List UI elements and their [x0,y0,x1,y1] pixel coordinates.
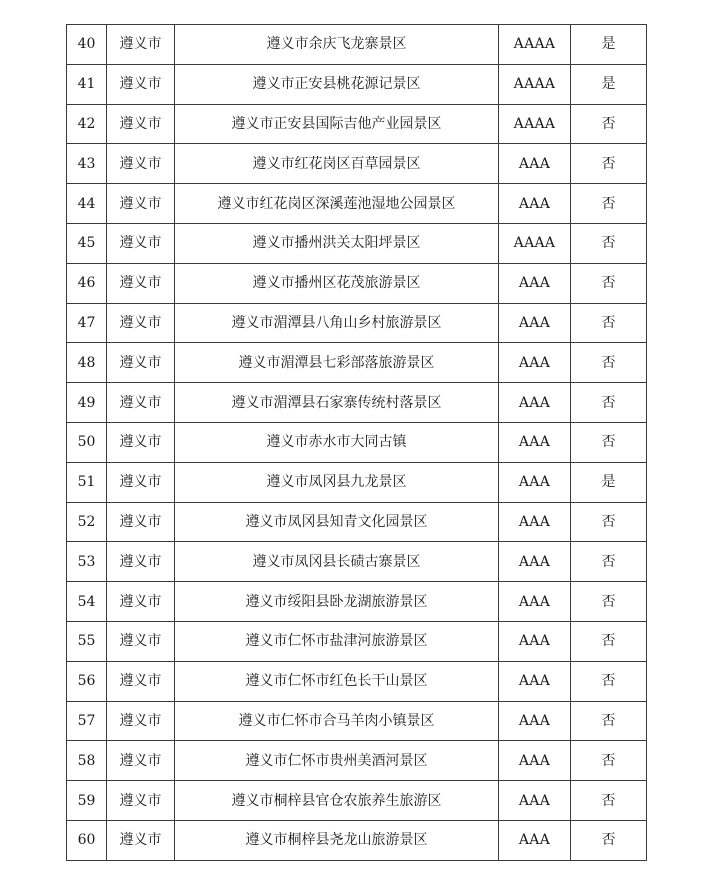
cell-city: 遵义市 [107,820,175,860]
table-body [67,25,647,861]
cell-city: 遵义市 [107,462,175,502]
cell-level: AAAA [499,25,571,65]
scenic-area-table [66,24,647,861]
table-row [67,184,647,224]
cell-scenic-name: 遵义市播州洪关太阳坪景区 [175,223,499,263]
cell-flag: 否 [571,184,647,224]
cell-flag: 否 [571,223,647,263]
table-row [67,104,647,144]
cell-number: 49 [67,383,107,423]
table-row [67,64,647,104]
cell-number: 48 [67,343,107,383]
cell-scenic-name: 遵义市仁怀市红色长干山景区 [175,661,499,701]
cell-scenic-name: 遵义市仁怀市盐津河旅游景区 [175,621,499,661]
cell-number: 53 [67,542,107,582]
cell-flag: 否 [571,343,647,383]
cell-level: AAA [499,701,571,741]
cell-scenic-name: 遵义市红花岗区深溪莲池湿地公园景区 [175,184,499,224]
cell-scenic-name: 遵义市正安县国际吉他产业园景区 [175,104,499,144]
table-row [67,741,647,781]
cell-number: 50 [67,422,107,462]
cell-scenic-name: 遵义市凤冈县知青文化园景区 [175,502,499,542]
table-row [67,263,647,303]
table-row [67,661,647,701]
cell-level: AAA [499,542,571,582]
cell-city: 遵义市 [107,303,175,343]
cell-number: 52 [67,502,107,542]
cell-scenic-name: 遵义市绥阳县卧龙湖旅游景区 [175,582,499,622]
cell-city: 遵义市 [107,582,175,622]
cell-level: AAA [499,820,571,860]
table-row [67,701,647,741]
cell-flag: 否 [571,104,647,144]
table-row [67,144,647,184]
cell-scenic-name: 遵义市凤冈县长碛古寨景区 [175,542,499,582]
cell-scenic-name: 遵义市桐梓县尧龙山旅游景区 [175,820,499,860]
cell-level: AAA [499,343,571,383]
cell-number: 58 [67,741,107,781]
cell-scenic-name: 遵义市正安县桃花源记景区 [175,64,499,104]
table-row [67,223,647,263]
cell-flag: 否 [571,542,647,582]
cell-city: 遵义市 [107,741,175,781]
cell-level: AAA [499,502,571,542]
cell-number: 47 [67,303,107,343]
cell-number: 59 [67,781,107,821]
cell-city: 遵义市 [107,343,175,383]
cell-level: AAA [499,582,571,622]
document-page [66,24,646,861]
cell-number: 54 [67,582,107,622]
cell-number: 51 [67,462,107,502]
cell-scenic-name: 遵义市播州区花茂旅游景区 [175,263,499,303]
table-row [67,621,647,661]
cell-level: AAA [499,741,571,781]
table-row [67,343,647,383]
cell-scenic-name: 遵义市赤水市大同古镇 [175,422,499,462]
cell-city: 遵义市 [107,144,175,184]
cell-number: 41 [67,64,107,104]
cell-number: 57 [67,701,107,741]
cell-city: 遵义市 [107,542,175,582]
table-row [67,462,647,502]
table-row [67,383,647,423]
cell-level: AAA [499,383,571,423]
cell-flag: 是 [571,25,647,65]
cell-scenic-name: 遵义市桐梓县官仓农旅养生旅游区 [175,781,499,821]
cell-flag: 否 [571,502,647,542]
cell-level: AAA [499,263,571,303]
cell-level: AAA [499,621,571,661]
cell-flag: 否 [571,820,647,860]
cell-number: 55 [67,621,107,661]
cell-level: AAAA [499,64,571,104]
cell-level: AAA [499,303,571,343]
cell-flag: 否 [571,661,647,701]
table-row [67,582,647,622]
cell-level: AAAA [499,104,571,144]
cell-level: AAA [499,462,571,502]
cell-flag: 否 [571,422,647,462]
cell-flag: 否 [571,383,647,423]
cell-number: 43 [67,144,107,184]
cell-city: 遵义市 [107,104,175,144]
cell-scenic-name: 遵义市余庆飞龙寨景区 [175,25,499,65]
cell-number: 60 [67,820,107,860]
cell-flag: 否 [571,263,647,303]
cell-city: 遵义市 [107,25,175,65]
cell-flag: 否 [571,303,647,343]
cell-city: 遵义市 [107,781,175,821]
cell-flag: 否 [571,582,647,622]
cell-level: AAA [499,781,571,821]
cell-scenic-name: 遵义市仁怀市贵州美酒河景区 [175,741,499,781]
cell-flag: 否 [571,621,647,661]
cell-city: 遵义市 [107,621,175,661]
cell-city: 遵义市 [107,64,175,104]
cell-number: 56 [67,661,107,701]
cell-number: 42 [67,104,107,144]
cell-number: 46 [67,263,107,303]
cell-number: 40 [67,25,107,65]
cell-city: 遵义市 [107,661,175,701]
table-row [67,820,647,860]
cell-flag: 是 [571,64,647,104]
cell-level: AAA [499,422,571,462]
cell-city: 遵义市 [107,223,175,263]
cell-level: AAA [499,144,571,184]
cell-scenic-name: 遵义市仁怀市合马羊肉小镇景区 [175,701,499,741]
cell-scenic-name: 遵义市红花岗区百草园景区 [175,144,499,184]
table-row [67,303,647,343]
cell-city: 遵义市 [107,383,175,423]
cell-level: AAA [499,661,571,701]
table-row [67,502,647,542]
cell-flag: 否 [571,741,647,781]
cell-city: 遵义市 [107,263,175,303]
cell-city: 遵义市 [107,502,175,542]
cell-flag: 否 [571,701,647,741]
cell-scenic-name: 遵义市湄潭县七彩部落旅游景区 [175,343,499,383]
table-row [67,542,647,582]
cell-city: 遵义市 [107,701,175,741]
cell-city: 遵义市 [107,422,175,462]
cell-flag: 否 [571,781,647,821]
cell-level: AAA [499,184,571,224]
cell-scenic-name: 遵义市湄潭县八角山乡村旅游景区 [175,303,499,343]
cell-flag: 否 [571,144,647,184]
cell-number: 44 [67,184,107,224]
cell-flag: 是 [571,462,647,502]
cell-level: AAAA [499,223,571,263]
table-row [67,25,647,65]
cell-city: 遵义市 [107,184,175,224]
table-row [67,781,647,821]
cell-scenic-name: 遵义市湄潭县石家寨传统村落景区 [175,383,499,423]
table-row [67,422,647,462]
cell-scenic-name: 遵义市凤冈县九龙景区 [175,462,499,502]
cell-number: 45 [67,223,107,263]
